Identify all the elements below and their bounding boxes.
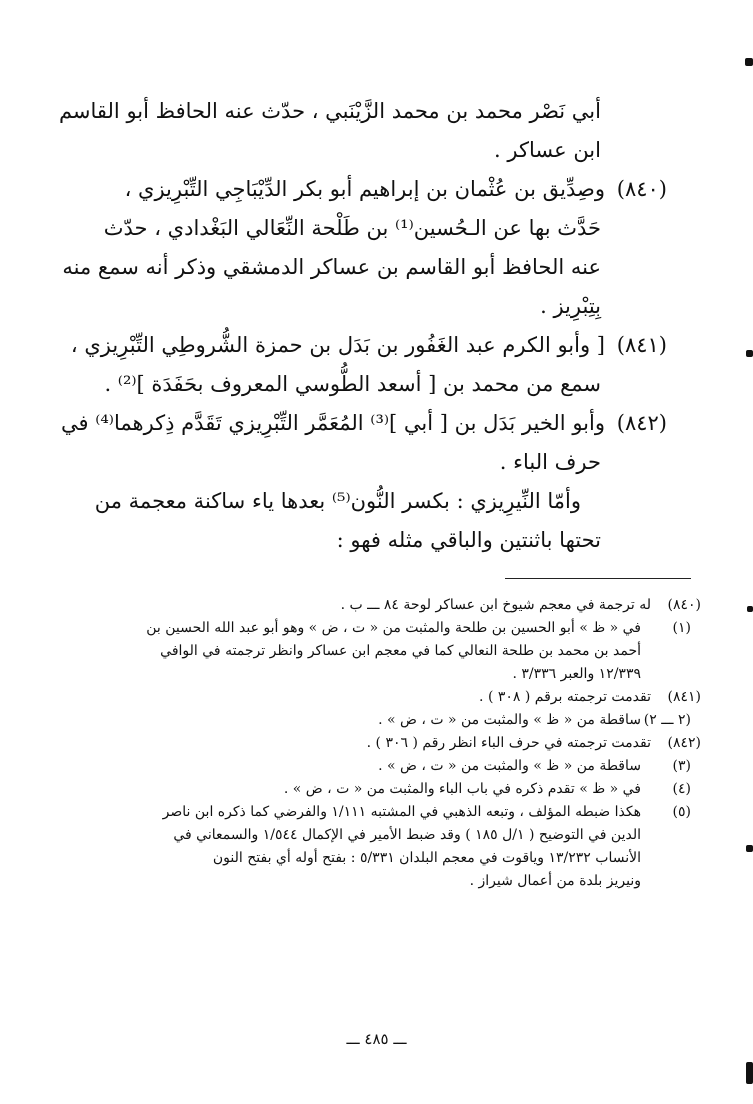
text-line: بِتِبْرِيز . xyxy=(540,294,601,318)
text-line: تحتها باثنتين والباقي مثله فهو : xyxy=(336,528,601,552)
footnote xyxy=(89,617,701,640)
entry-842 xyxy=(61,404,667,482)
scan-mark xyxy=(746,1062,753,1084)
text-line: وأبو الخير بَدَل بن [ أبي ]⁽³⁾ المُعَمَّر التِّبْرِيزي تَقَدَّم ذِكرهما⁽⁴⁾ في xyxy=(61,411,605,435)
text-line: وأمّا النِّيرِيزي : بكسر النُّون⁽⁵⁾ بعدها ياء ساكنة معجمة من xyxy=(94,489,581,513)
footnote-number: (٨٤١) xyxy=(667,689,701,705)
footnote-text: تقدمت ترجمته برقم ( ٣٠٨ ) . xyxy=(479,689,651,705)
footnote-text: في « ظ » أبو الحسين بن طلحة والمثبت من « ت ، ض » وهو أبو عبد الله الحسين بن xyxy=(146,620,641,636)
footnote xyxy=(89,778,701,801)
scan-mark xyxy=(745,58,753,66)
footnote-number: (٥) xyxy=(672,804,691,820)
footnote-number: (١) xyxy=(672,620,691,636)
footnote xyxy=(89,709,701,732)
entry-841 xyxy=(70,326,667,404)
footnote-text: الأنساب ١٣/٢٣٢ وياقوت في معجم البلدان ٥/٣٣١ : بفتح أوله أي بفتح النون xyxy=(212,850,641,866)
text-line: ابن عساكر . xyxy=(494,138,601,162)
footnote-text: ساقطة من « ظ » والمثبت من « ت ، ض » . xyxy=(378,712,641,728)
text-line: حرف الباء . xyxy=(499,450,601,474)
footnote xyxy=(89,801,701,824)
footnote-number: (٨٤٢) xyxy=(667,735,701,751)
text-line: أبي نَصْر محمد بن محمد الزَّيْنَبي ، حدّث عنه الحافظ أبو القاسم xyxy=(58,99,601,123)
entry-840 xyxy=(62,170,667,326)
entry-number: (٨٤٠) xyxy=(616,177,667,201)
footnote-text: هكذا ضبطه المؤلف ، وتبعه الذهبي في المشتبه ١/١١١ والفرضي كما ذكره ابن ناصر xyxy=(162,804,641,820)
footnote-text: الدين في التوضيح ( ١/ل ١٨٥ ) وقد ضبط الأمير في الإكمال ١/٥٤٤ والسمعاني في xyxy=(173,827,641,843)
scan-mark xyxy=(747,606,753,612)
footnote-separator xyxy=(505,578,691,579)
text-line: وصِدِّيق بن عُثْمان بن إبراهيم أبو بكر الدِّيْبَاجِي التِّبْرِيزي ، xyxy=(124,177,605,201)
entry-number: (٨٤١) xyxy=(616,333,667,357)
main-text xyxy=(58,92,667,560)
footnote xyxy=(89,594,701,617)
footnote-text: تقدمت ترجمته في حرف الباء انظر رقم ( ٣٠٦ ) . xyxy=(366,735,651,751)
entry-number: (٨٤٢) xyxy=(616,411,667,435)
footnote-number: (٨٤٠) xyxy=(667,597,701,613)
footnote xyxy=(89,732,701,755)
text-line: سمع من محمد بن [ أسعد الطُّوسي المعروف بحَفَدَة ]⁽²⁾ . xyxy=(104,372,601,396)
text-line: [ وأبو الكرم عبد الغَفُور بن بَدَل بن حمزة الشُّروطِي التِّبْرِيزي ، xyxy=(70,333,605,357)
footnote-text: أحمد بن محمد بن طلحة النعالي كما في معجم ابن عساكر وانظر ترجمته في الوافي xyxy=(160,643,641,659)
footnote-text: في « ظ » تقدم ذكره في باب الباء والمثبت من « ت ، ض » . xyxy=(283,781,641,797)
footnote-text: ساقطة من « ظ » والمثبت من « ت ، ض » . xyxy=(378,758,641,774)
footnote-text: ١٢/٣٣٩ والعبر ٣/٣٣٦ . xyxy=(512,666,641,682)
footnote-text: له ترجمة في معجم شيوخ ابن عساكر لوحة ٨٤ ـــ ب . xyxy=(340,597,651,613)
footnote-number: (٢ ـــ ٢) xyxy=(643,712,691,728)
footnote xyxy=(89,686,701,709)
text-line: حَدَّث بها عن الـحُسين⁽¹⁾ بن طَلْحة النِّعَالي البَغْدادي ، حدّث xyxy=(103,216,601,240)
page-number: ـــ ٤٨٥ ـــ xyxy=(346,1030,407,1048)
footnote-text: ونيريز بلدة من أعمال شيراز . xyxy=(469,873,641,889)
footnote xyxy=(89,755,701,778)
scan-mark xyxy=(746,845,753,852)
footnote-number: (٣) xyxy=(672,758,691,774)
footnotes xyxy=(89,594,701,893)
text-line: عنه الحافظ أبو القاسم بن عساكر الدمشقي وذكر أنه سمع منه xyxy=(62,255,601,279)
scan-mark xyxy=(746,350,753,357)
footnote-number: (٤) xyxy=(672,781,691,797)
